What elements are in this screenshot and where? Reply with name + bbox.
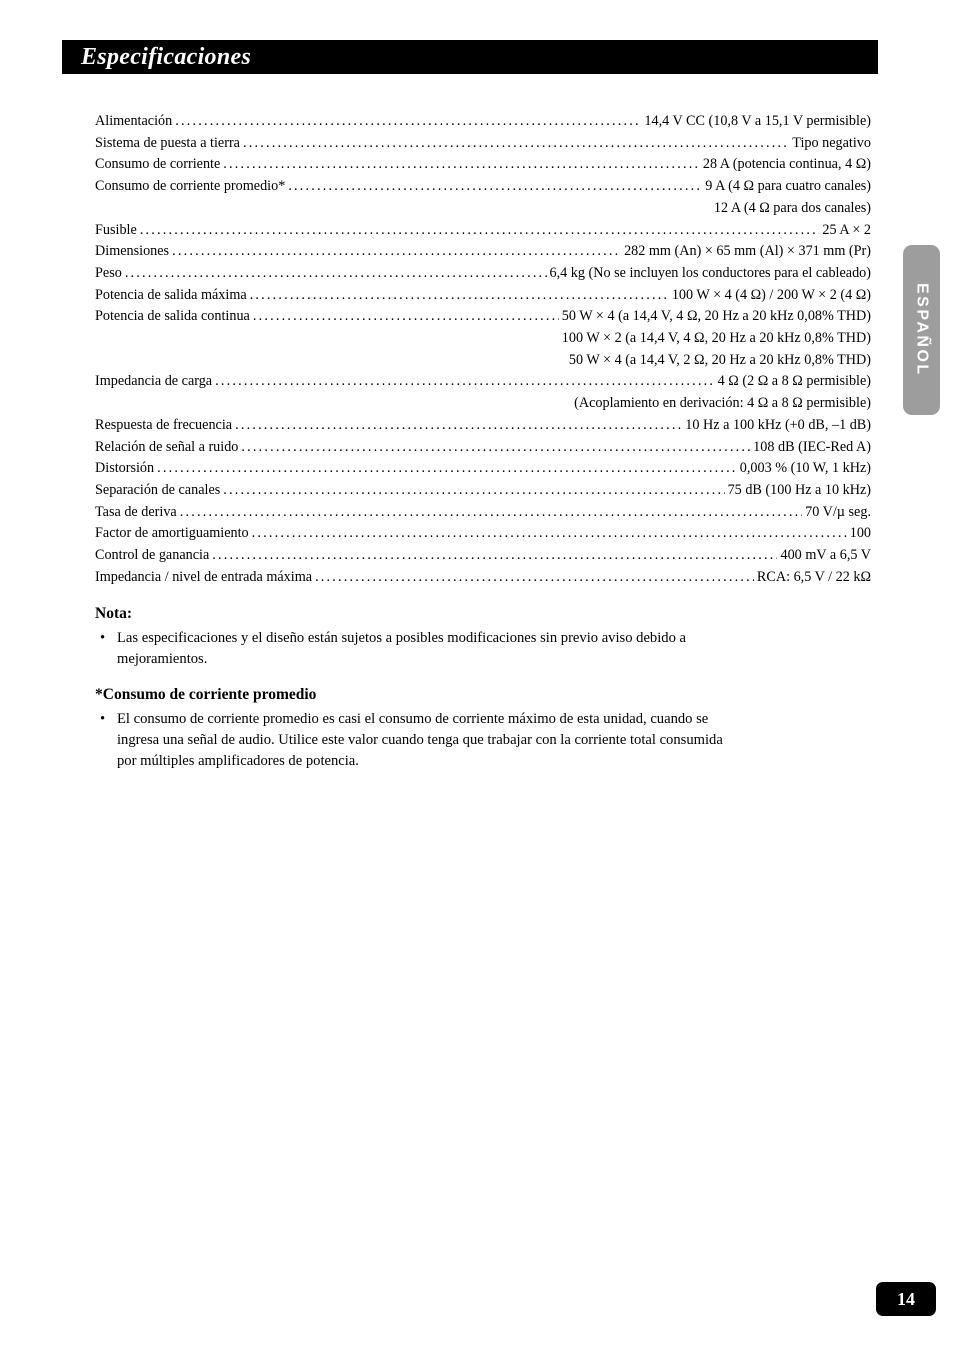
dot-leader (175, 111, 641, 133)
spec-value: 400 mV a 6,5 V (780, 547, 871, 564)
spec-label: Separación de canales (95, 481, 221, 498)
section-title-bar (62, 40, 878, 74)
dot-leader (157, 458, 737, 480)
spec-value: 25 A × 2 (822, 221, 871, 238)
dot-leader (241, 437, 750, 459)
dot-leader (140, 220, 820, 242)
page-number: 14 (897, 1288, 915, 1309)
bullet-marker: • (100, 711, 106, 728)
spec-row (95, 415, 871, 437)
spec-label: Impedancia de carga (95, 373, 213, 390)
nota-bullet-item (100, 628, 740, 670)
spec-value: 4 Ω (2 Ω a 8 Ω permisible) (717, 373, 871, 390)
spec-label: Potencia de salida continua (95, 308, 250, 325)
dot-leader (288, 176, 702, 198)
spec-row (95, 154, 871, 176)
spec-row (95, 371, 871, 393)
spec-label: Potencia de salida máxima (95, 286, 247, 303)
spec-value: 0,003 % (10 W, 1 kHz) (739, 460, 871, 477)
spec-label: Factor de amortiguamiento (95, 525, 249, 542)
spec-value: RCA: 6,5 V / 22 kΩ (756, 568, 871, 585)
spec-label: Distorsión (95, 460, 155, 477)
dot-leader (172, 241, 621, 263)
spec-row (95, 263, 871, 285)
spec-value: 50 W × 4 (a 14,4 V, 4 Ω, 20 Hz a 20 kHz 0,08% THD) (561, 308, 871, 325)
bullet-marker: • (100, 630, 106, 647)
spec-value: 100 (849, 525, 871, 542)
nota-bullet-text: Las especificaciones y el diseño están sujetos a posibles modificaciones sin previo aviso debido a mejoramientos. (117, 630, 686, 668)
spec-continuation: 12 A (4 Ω para dos canales) (713, 199, 871, 216)
spec-row (95, 241, 871, 263)
dot-leader (250, 285, 669, 307)
dot-leader (180, 502, 802, 524)
dot-leader (215, 371, 715, 393)
spec-value: 75 dB (100 Hz a 10 kHz) (727, 481, 871, 498)
spec-row (95, 306, 871, 328)
dot-leader (212, 545, 777, 567)
spec-row (95, 458, 871, 480)
dot-leader (223, 154, 700, 176)
spec-label: Fusible (95, 221, 137, 238)
page-title: Especificaciones (81, 43, 252, 70)
spec-label: Relación de señal a ruido (95, 438, 239, 455)
spec-continuation: 100 W × 2 (a 14,4 V, 4 Ω, 20 Hz a 20 kHz 0,8% THD) (561, 330, 871, 347)
spec-label: Consumo de corriente (95, 156, 221, 173)
dot-leader (315, 567, 754, 589)
spec-row (95, 480, 871, 502)
promedio-note-section (95, 684, 871, 772)
spec-value: 9 A (4 Ω para cuatro canales) (705, 178, 871, 195)
dot-leader (223, 480, 724, 502)
spec-row (95, 545, 871, 567)
promedio-bullet-item (100, 709, 740, 772)
spec-label: Tasa de deriva (95, 503, 177, 520)
spec-label: Peso (95, 264, 122, 281)
dot-leader (235, 415, 682, 437)
spec-label: Consumo de corriente promedio* (95, 178, 286, 195)
language-tab-label: ESPAÑOL (913, 283, 931, 377)
spec-label: Dimensiones (95, 243, 170, 260)
promedio-note-heading: *Consumo de corriente promedio (95, 686, 317, 704)
spec-label: Alimentación (95, 113, 173, 129)
language-side-tab (903, 245, 940, 415)
spec-label: Sistema de puesta a tierra (95, 134, 240, 151)
page-number-badge (876, 1282, 936, 1316)
nota-heading: Nota: (95, 605, 133, 623)
dot-leader (252, 523, 847, 545)
spec-row (95, 220, 871, 242)
spec-value: 6,4 kg (No se incluyen los conductores para el cableado) (549, 264, 871, 281)
spec-value: 10 Hz a 100 kHz (+0 dB, –1 dB) (685, 416, 871, 433)
spec-continuation: (Acoplamiento en derivación: 4 Ω a 8 Ω permisible) (574, 395, 871, 412)
spec-row (95, 111, 871, 133)
spec-value: 282 mm (An) × 65 mm (Al) × 371 mm (Pr) (624, 243, 871, 260)
spec-value: 14,4 V CC (10,8 V a 15,1 V permisible) (644, 113, 871, 129)
dot-leader (125, 263, 547, 285)
specifications-content (95, 111, 871, 772)
spec-value: 108 dB (IEC-Red A) (753, 438, 871, 455)
dot-leader (243, 133, 789, 155)
spec-value: 70 V/µ seg. (805, 503, 871, 520)
spec-label: Impedancia / nivel de entrada máxima (95, 568, 313, 585)
spec-row (95, 176, 871, 198)
spec-label: Respuesta de frecuencia (95, 416, 233, 433)
spec-row (95, 133, 871, 155)
spec-value: Tipo negativo (792, 134, 871, 151)
spec-row (95, 502, 871, 524)
spec-row (95, 567, 871, 589)
spec-row (95, 523, 871, 545)
spec-value: 28 A (potencia continua, 4 Ω) (702, 156, 871, 173)
spec-continuation: 50 W × 4 (a 14,4 V, 2 Ω, 20 Hz a 20 kHz 0,8% THD) (568, 351, 871, 368)
spec-row (95, 285, 871, 307)
dot-leader (253, 306, 559, 328)
spec-list (95, 111, 871, 588)
spec-value: 100 W × 4 (4 Ω) / 200 W × 2 (4 Ω) (671, 286, 871, 303)
spec-label: Control de ganancia (95, 547, 210, 564)
promedio-bullet-text: El consumo de corriente promedio es casi el consumo de corriente máximo de esta unidad, cuando se ingresa una señal de audio. Utilice este valor cuando tenga que trabajar con la corriente total consumida por múltiples amplificadores de potencia. (117, 711, 723, 770)
spec-row (95, 437, 871, 459)
nota-section (95, 603, 871, 670)
